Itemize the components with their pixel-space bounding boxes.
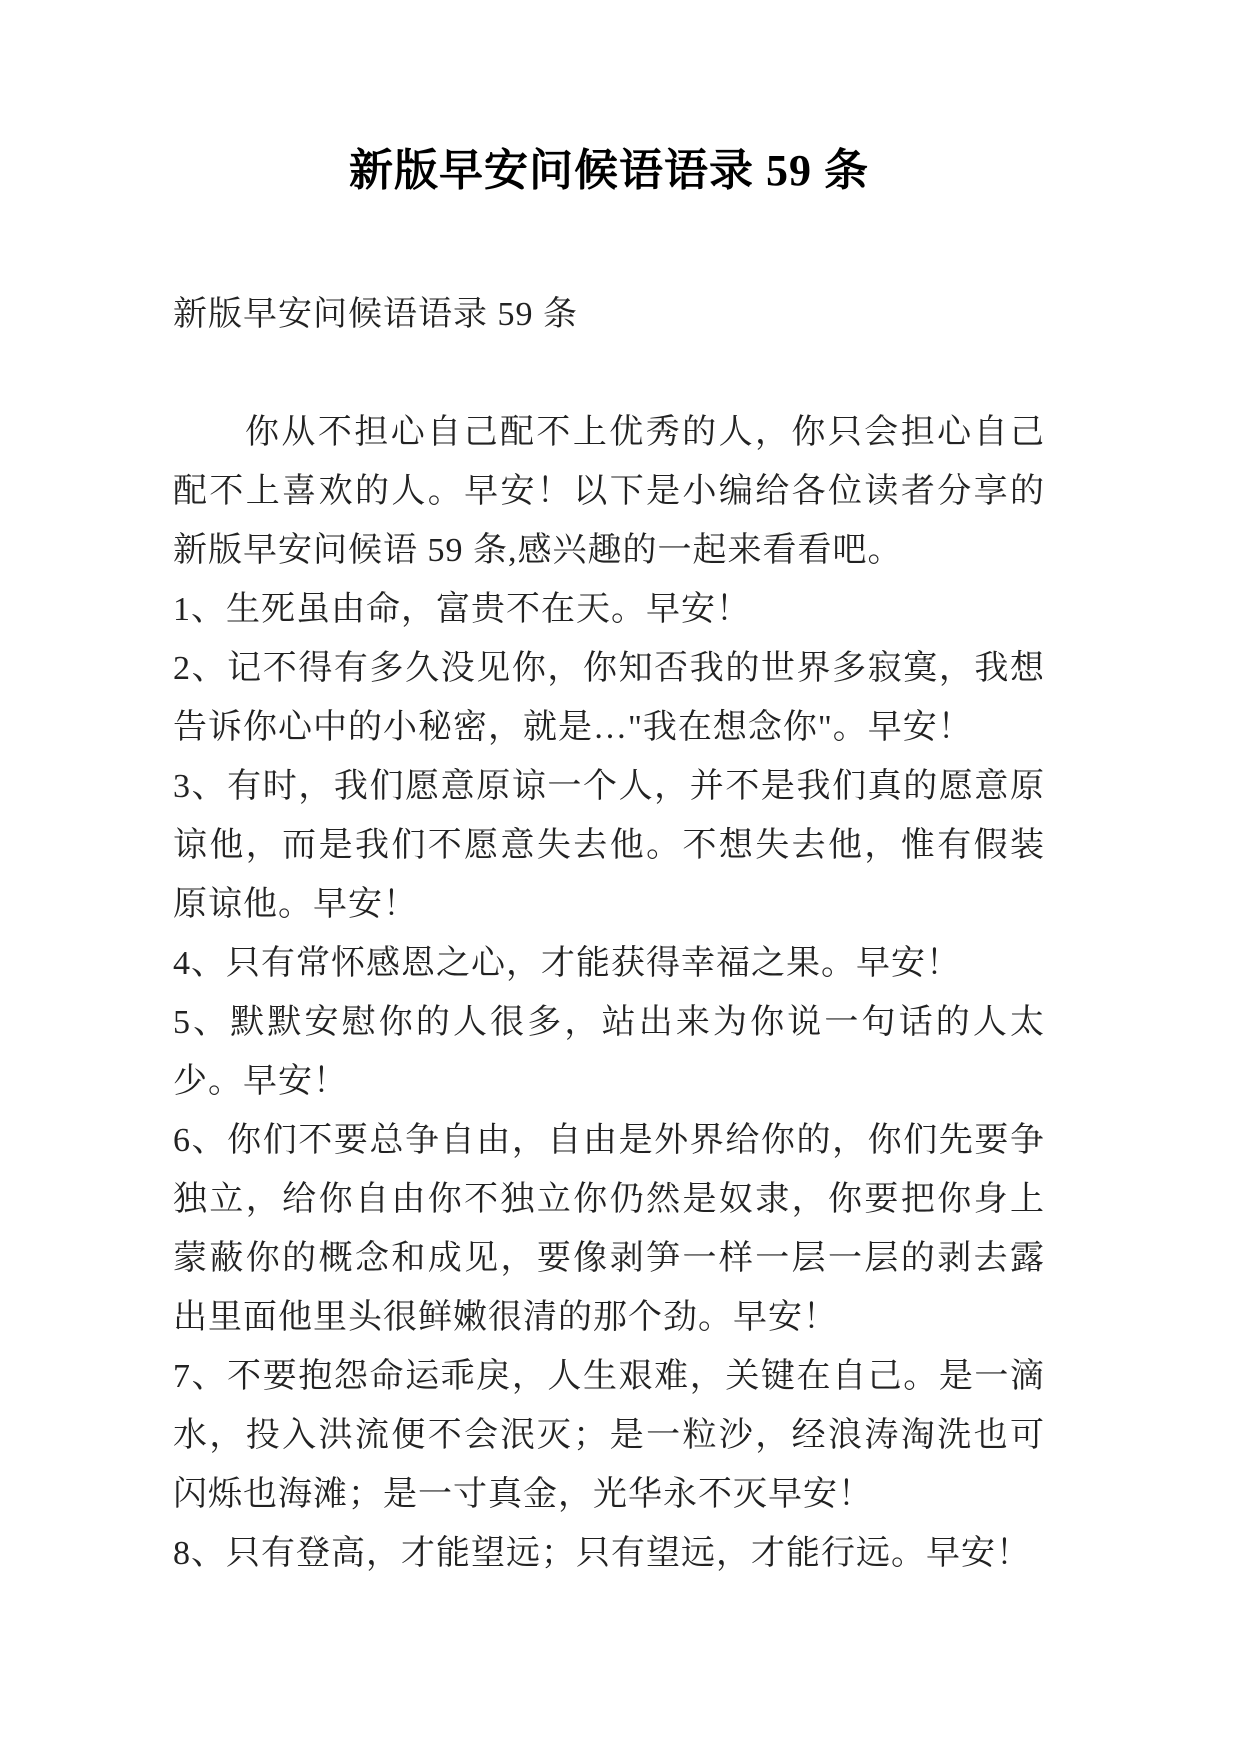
quote-item-4: 4、只有常怀感恩之心，才能获得幸福之果。早安！ xyxy=(173,945,961,982)
quote-item-5: 5、默默安慰你的人很多，站出来为你说一句话的人太少。早安！ xyxy=(173,1004,1045,1100)
quote-item-8: 8、只有登高，才能望远；只有望远，才能行远。早安！ xyxy=(173,1535,1031,1572)
quote-item-6: 6、你们不要总争自由，自由是外界给你的，你们先要争独立，给你自由你不独立你仍然是奴隶，你要把你身上蒙蔽你的概念和成见，要像剥笋一样一层一层的剥去露出里面他里头很鲜嫩很清的那个劲。早安！ xyxy=(173,1122,1045,1336)
intro-paragraph: 你从不担心自己配不上优秀的人，你只会担心自己配不上喜欢的人。早安！以下是小编给各位读者分享的新版早安问候语 59 条,感兴趣的一起来看看吧。 xyxy=(173,414,1045,569)
document-body xyxy=(173,403,1045,1583)
document-subtitle: 新版早安问候语语录 59 条 xyxy=(173,296,578,333)
quote-item-3: 3、有时，我们愿意原谅一个人，并不是我们真的愿意原谅他，而是我们不愿意失去他。不想失去他，惟有假装原谅他。早安！ xyxy=(173,768,1045,923)
quote-item-2: 2、记不得有多久没见你，你知否我的世界多寂寞，我想告诉你心中的小秘密，就是…"我在想念你"。早安！ xyxy=(173,650,1045,746)
page-title: 新版早安问候语语录 59 条 xyxy=(349,146,869,195)
quote-item-7: 7、不要抱怨命运乖戾，人生艰难，关键在自己。是一滴水，投入洪流便不会泯灭；是一粒沙，经浪涛淘洗也可闪烁也海滩；是一寸真金，光华永不灭早安！ xyxy=(173,1358,1045,1513)
quote-item-1: 1、生死虽由命，富贵不在天。早安！ xyxy=(173,591,751,628)
